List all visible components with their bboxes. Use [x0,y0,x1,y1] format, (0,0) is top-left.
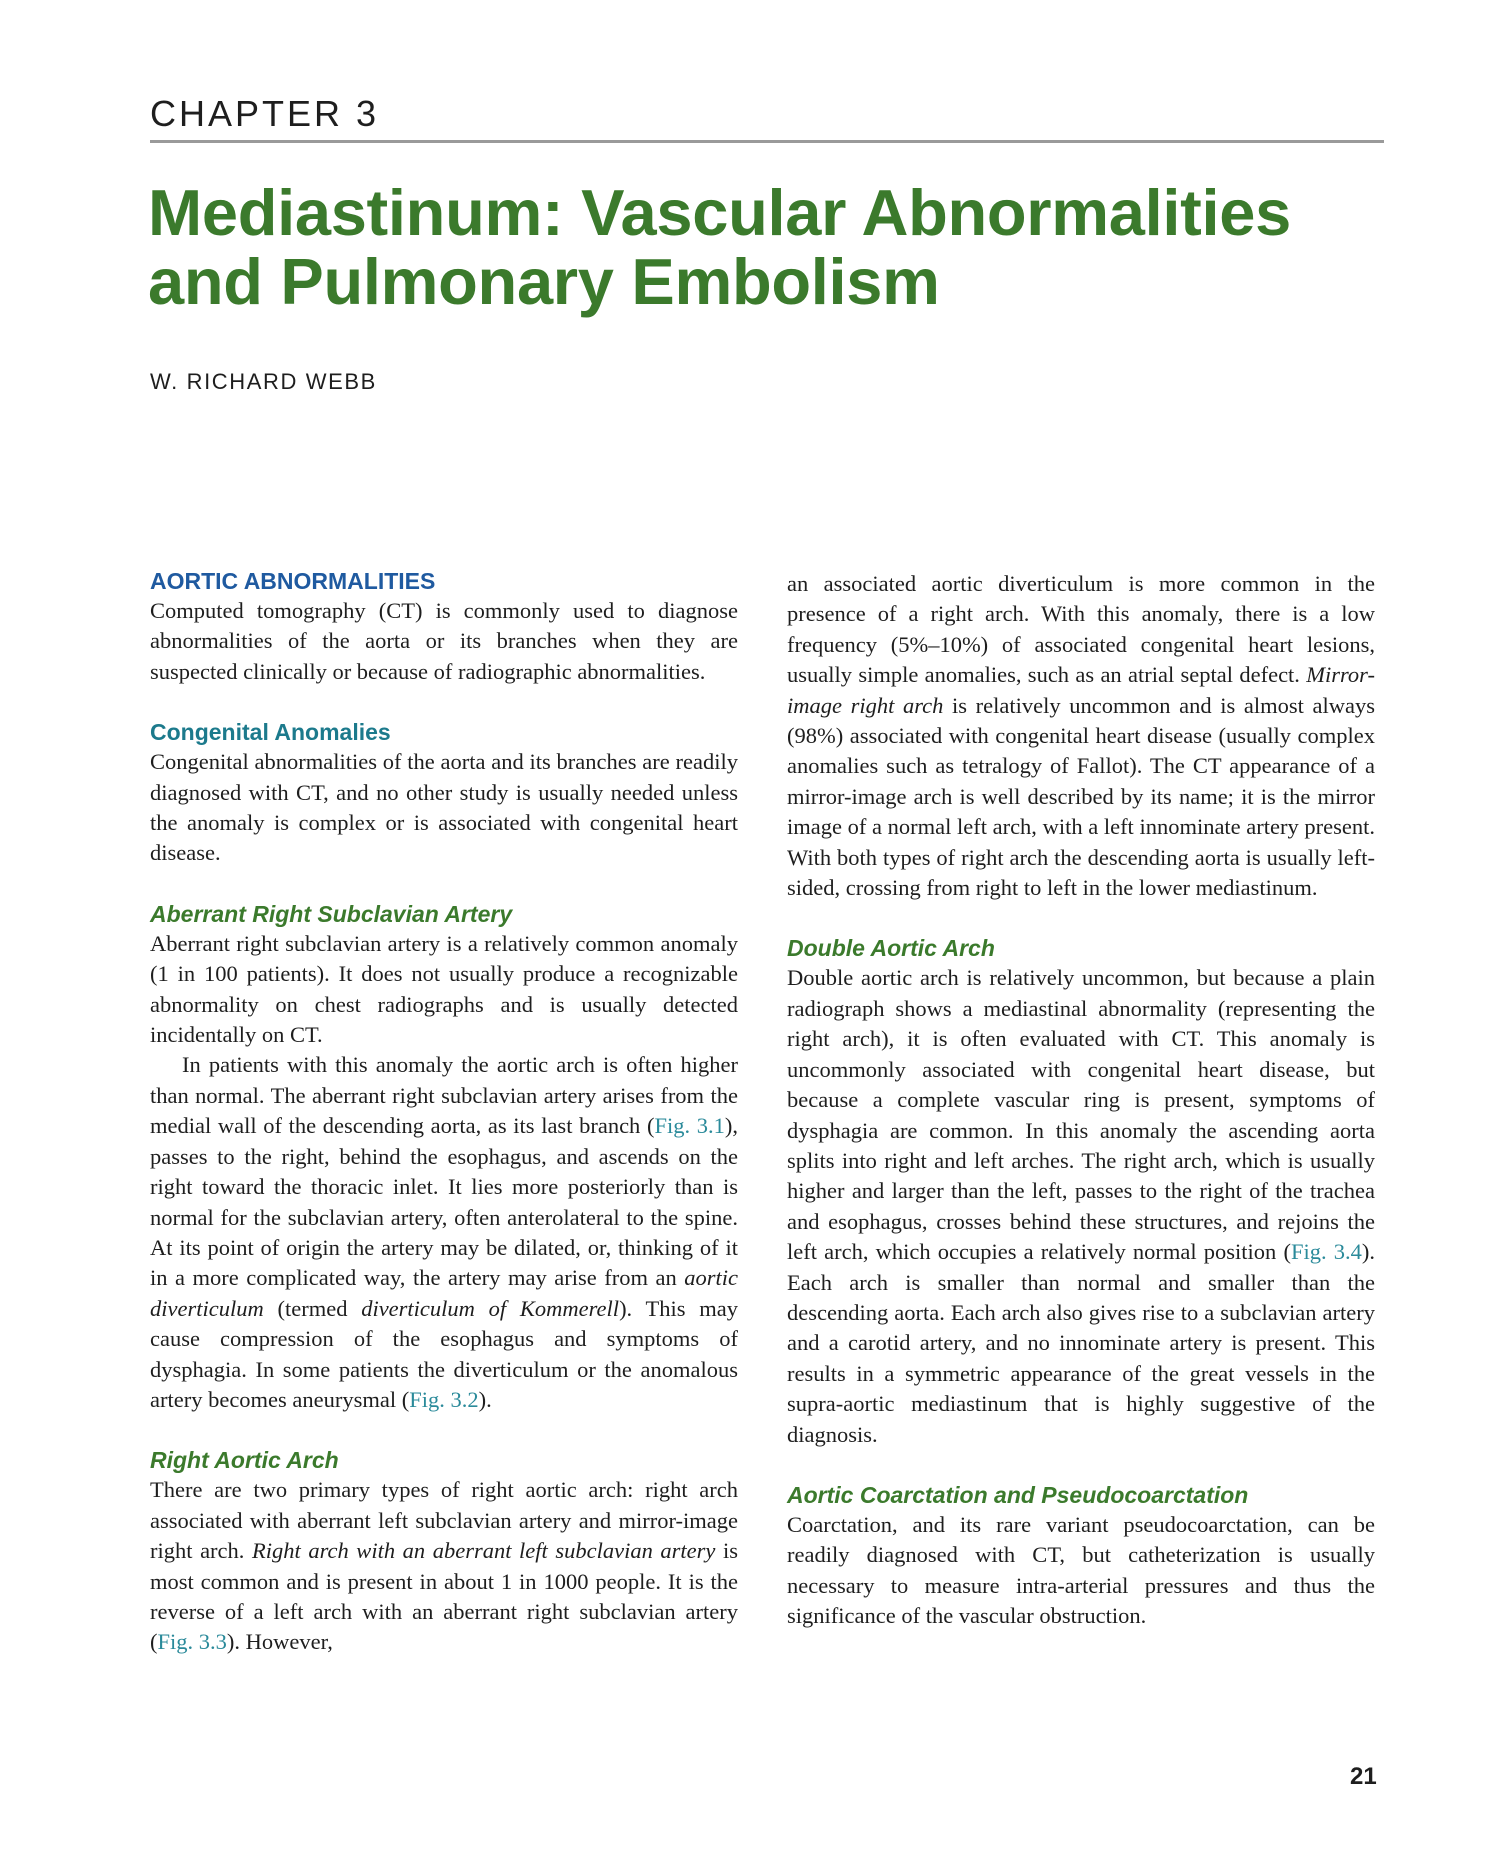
paragraph-intro: Computed tomography (CT) is commonly used to diagnose abnormalities of the aorta or its branches when they are suspected clinically or because of radiographic abnormalities. [150,598,738,684]
figure-link-3-3[interactable]: Fig. 3.3 [157,1629,227,1655]
chapter-title [148,178,1388,316]
page-number: 21 [1350,1763,1377,1790]
right-column [787,569,1375,1632]
term-aortic-diverticulum: aortic diverticulum [150,1265,738,1321]
subheading-right-aortic-arch: Right Aortic Arch [150,1447,339,1474]
figure-link-3-1[interactable]: Fig. 3.1 [654,1113,725,1139]
author-name: W. RICHARD WEBB [150,369,377,394]
chapter-label: CHAPTER 3 [150,93,380,134]
subheading-congenital-anomalies: Congenital Anomalies [150,719,391,746]
paragraph-arsa-1: Aberrant right subclavian artery is a relatively common anomaly (1 in 100 patients). It does not usually produce a recognizable abnormality on chest radiographs and is usually detected incidentally on CT. [150,930,738,1048]
figure-link-3-4[interactable]: Fig. 3.4 [1290,1239,1362,1265]
subheading-aortic-coarctation: Aortic Coarctation and Pseudocoarctation [787,1481,1249,1508]
figure-link-3-2[interactable]: Fig. 3.2 [409,1386,479,1412]
chapter-title-line-2: and Pulmonary Embolism [148,245,940,318]
paragraph-coarctation: Coarctation, and its rare variant pseudocoarctation, can be readily diagnosed with CT, but catheterization is usually necessary to measure intra-arterial pressures and thus the significance of the vascular obstruction. [787,1511,1375,1629]
paragraph-double-aortic-arch: Double aortic arch is relatively uncommon, but because a plain radiograph shows a mediastinal abnormality (representing the right arch), it is often evaluated with CT. This anomaly is uncommonly associated with congenital heart disease, but because a complete vascular ring is present, symptoms of dysphagia are common. In this anomaly the ascending aorta splits into right and left arches. The right arch, which is usually higher and larger than the left, passes to the right of the trachea and esophagus, crosses behind these structures, and rejoins the left arch, which occupies a relatively normal position (Fig. 3.4). Each arch is smaller than normal and smaller than the descending aorta. Each arch also gives rise to a subclavian artery and a carotid artery, and no innominate artery is present. This results in a symmetric appearance of the great vessels in the supra-aortic mediastinum that is highly suggestive of the diagnosis. [787,965,1375,1447]
chapter-title-line-1: Mediastinum: Vascular Abnormalities [148,176,1291,249]
paragraph-right-aortic-arch: There are two primary types of right aortic arch: right arch associated with aberrant left subclavian artery and mirror-image right arch. Right arch with an aberrant left subclavian artery is most common and is present in about 1 in 1000 people. It is the reverse of a left arch with an aberrant right subclavian artery (Fig. 3.3). However, [150,1477,739,1655]
left-column [150,566,738,1658]
subheading-double-aortic-arch: Double Aortic Arch [787,935,995,962]
term-mirror-image-right-arch: Mirror-image right arch [787,662,1375,718]
paragraph-congenital: Congenital abnormalities of the aorta and its branches are readily diagnosed with CT, and no other study is usually needed unless the anomaly is complex or is associated with congenital heart disease. [150,749,738,866]
term-right-arch-aberrant-left-subclavian: Right arch with an aberrant left subclavian artery [252,1538,716,1564]
paragraph-arsa-2: In patients with this anomaly the aortic arch is often higher than normal. The aberrant right subclavian artery arises from the medial wall of the descending aorta, as its last branch (Fig. 3.1), passes to the right, behind the esophagus, and ascends on the right toward the thoracic inlet. It lies more posteriorly than is normal for the subclavian artery, often anterolateral to the spine. At its point of origin the artery may be dilated, or, thinking of it in a more complicated way, the artery may arise from an aortic diverticulum (termed diverticulum of Kommerell). This may cause compression of the esophagus and symptoms of dysphagia. In some patients the diverticulum or the anomalous artery becomes aneurysmal (Fig. 3.2). [150,1052,739,1412]
chapter-rule [150,140,1384,143]
subheading-aberrant-right-subclavian-artery: Aberrant Right Subclavian Artery [150,900,513,927]
term-diverticulum-of-kommerell: diverticulum of Kommerell [361,1295,620,1321]
section-heading-aortic-abnormalities: AORTIC ABNORMALITIES [150,568,436,594]
paragraph-right-aortic-arch-continued: an associated aortic diverticulum is more common in the presence of a right arch. With this anomaly, there is a low frequency (5%–10%) of associated congenital heart lesions, usually simple anomalies, such as an atrial septal defect. Mirror-image right arch is relatively uncommon and is almost always (98%) associated with congenital heart disease (usually complex anomalies such as tetralogy of Fallot). The CT appearance of a mirror-image arch is well described by its name; it is the mirror image of a normal left arch, with a left innominate artery present. With both types of right arch the descending aorta is usually left-sided, crossing from right to left in the lower mediastinum. [787,571,1375,901]
